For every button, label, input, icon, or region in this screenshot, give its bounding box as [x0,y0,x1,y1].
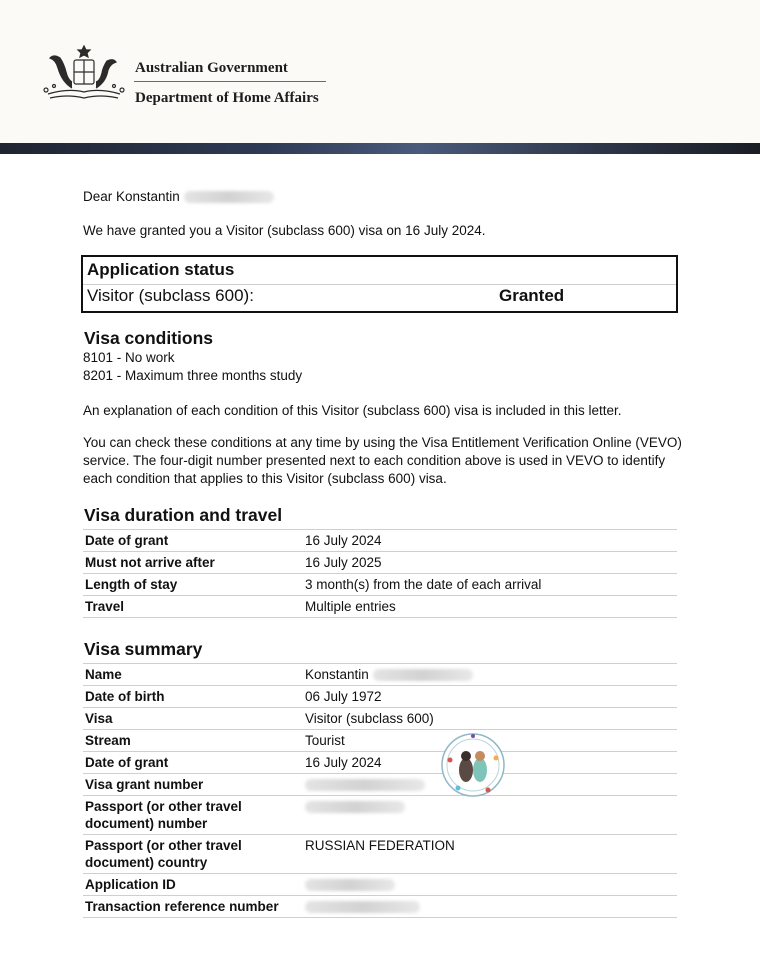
status-visa-label: Visitor (subclass 600): [87,286,254,305]
visa-summary-title: Visa summary [84,639,203,659]
duration-travel-title: Visa duration and travel [84,505,283,525]
condition-item: 8201 - Maximum three months study [83,368,303,383]
row-label: Transaction reference number [83,896,303,918]
redacted-transaction-ref [305,901,420,913]
name-value: Konstantin [305,667,369,682]
row-label: Name [83,664,303,686]
table-row [83,752,677,774]
status-value: Granted [499,286,565,305]
row-label: Stream [83,730,303,752]
table-row [83,796,677,835]
table-row [83,552,677,574]
table-row [83,874,677,896]
row-label: Date of birth [83,686,303,708]
row-value: 16 July 2024 [303,530,677,552]
row-value: RUSSIAN FEDERATION [303,835,677,874]
visa-conditions-title: Visa conditions [84,328,214,348]
table-row [83,774,677,796]
table-row [83,596,677,618]
redacted-application-id [305,879,395,891]
row-value [303,874,677,896]
row-value: 3 month(s) from the date of each arrival [303,574,677,596]
department-name: Department of Home Affairs [135,90,319,106]
watermark-stamp-icon [438,730,508,800]
government-title: Australian Government [135,60,288,76]
row-value: Multiple entries [303,596,677,618]
visa-summary-table [83,663,677,918]
row-label: Date of grant [83,752,303,774]
status-divider [83,284,676,285]
application-status-box [81,255,678,313]
grant-notice: We have granted you a Visitor (subclass 600) visa on 16 July 2024. [83,223,486,238]
application-status-title: Application status [87,260,235,279]
row-label: Travel [83,596,303,618]
salutation-text: Dear Konstantin [83,189,180,204]
salutation [83,188,274,206]
table-row [83,574,677,596]
table-row [83,530,677,552]
duration-travel-table [83,529,677,618]
row-value: Visitor (subclass 600) [303,708,677,730]
redacted-grant-number [305,779,425,791]
row-label: Application ID [83,874,303,896]
redacted-passport-number [305,801,405,813]
row-label: Length of stay [83,574,303,596]
table-row [83,708,677,730]
table-row [83,835,677,874]
table-row [83,664,677,686]
row-label: Date of grant [83,530,303,552]
table-row [83,730,677,752]
row-label: Must not arrive after [83,552,303,574]
row-value [303,664,677,686]
table-row [83,686,677,708]
coat-of-arms-icon [38,40,130,106]
row-label: Visa [83,708,303,730]
letterhead [0,0,760,143]
condition-item: 8101 - No work [83,350,175,365]
header-rule [134,81,326,82]
redacted-surname [184,191,274,203]
row-value: 06 July 1972 [303,686,677,708]
row-label: Passport (or other travel document) number [83,796,303,835]
row-value: 16 July 2024 [303,752,677,774]
row-label: Visa grant number [83,774,303,796]
row-value: 16 July 2025 [303,552,677,574]
table-row [83,896,677,918]
header-band [0,143,760,154]
row-value [303,896,677,918]
row-value: Tourist [303,730,677,752]
redacted-surname [373,669,473,681]
row-value [303,796,677,835]
row-label: Passport (or other travel document) country [83,835,303,874]
conditions-explanation: An explanation of each condition of this Visitor (subclass 600) visa is included in this letter. [83,403,622,418]
vevo-info: You can check these conditions at any time by using the Visa Entitlement Verification Online (VEVO) service. The four-digit number presented next to each condition above is used in VEVO to identify each condition that applies to this Visitor (subclass 600) visa. [83,435,682,486]
